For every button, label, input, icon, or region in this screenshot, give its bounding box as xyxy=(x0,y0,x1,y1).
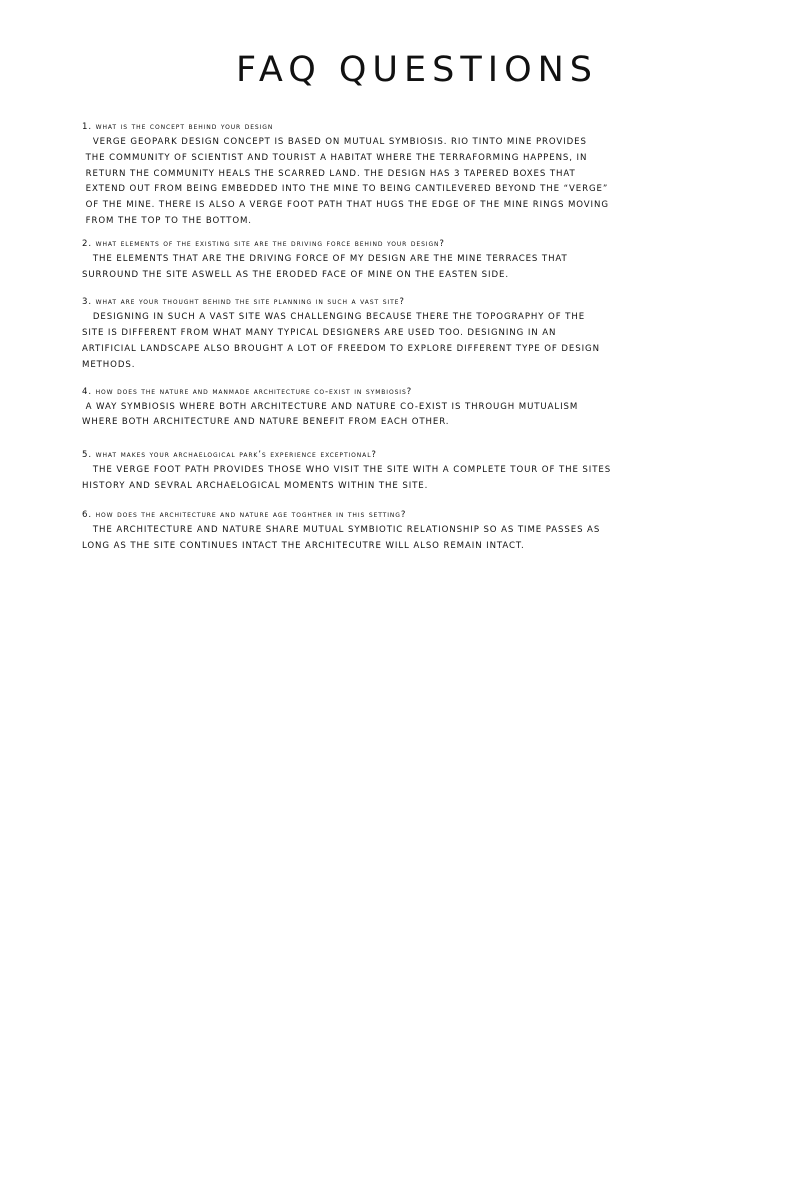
faq-question-6: 6. how does the architecture and nature age toghther in this setting? xyxy=(82,509,407,520)
faq-answer-5-line-1: THE VERGE FOOT PATH PROVIDES THOSE WHO VISIT THE SITE WITH A COMPLETE TOUR OF THE SITES xyxy=(82,465,612,476)
faq-answer-2-line-2: SURROUND THE SITE ASWELL AS THE ERODED FACE OF MINE ON THE EASTEN SIDE. xyxy=(82,269,509,280)
faq-answer-1-line-2: THE COMMUNITY OF SCIENTIST AND TOURIST A HABITAT WHERE THE TERRAFORMING HAPPENS, IN xyxy=(82,152,588,163)
faq-answer-2-line-1: THE ELEMENTS THAT ARE THE DRIVING FORCE OF MY DESIGN ARE THE MINE TERRACES THAT xyxy=(82,253,568,264)
faq-item-5 xyxy=(82,447,722,495)
faq-answer-1-line-1: VERGE GEOPARK DESIGN CONCEPT IS BASED ON MUTUAL SYMBIOSIS. RIO TINTO MINE PROVIDES xyxy=(82,137,587,147)
faq-answer-4-line-1: A WAY SYMBIOSIS WHERE BOTH ARCHITECTURE AND NATURE CO-EXIST IS THROUGH MUTUALISM xyxy=(82,401,579,412)
faq-answer-3-line-2: SITE IS DIFFERENT FROM WHAT MANY TYPICAL DESIGNERS ARE USED TOO. DESIGNING IN AN xyxy=(82,328,557,339)
faq-answer-3-line-3: ARTIFICIAL LANDSCAPE ALSO BROUGHT A LOT OF FREEDOM TO EXPLORE DIFFERENT TYPE OF DESIGN xyxy=(82,343,600,354)
faq-question-4: 4. how does the nature and manmade architecture co-exist in symbiosis? xyxy=(82,386,413,397)
faq-item-4 xyxy=(82,384,722,432)
faq-answer-1-line-6: FROM THE TOP TO THE BOTTOM. xyxy=(82,215,252,226)
faq-answer-1-line-5: OF THE MINE. THERE IS ALSO A VERGE FOOT PATH THAT HUGS THE EDGE OF THE MINE RINGS MOVING xyxy=(82,200,609,211)
faq-list xyxy=(82,119,722,554)
faq-question-2: 2. what elements of the existing site are the driving force behind your design? xyxy=(82,238,445,249)
faq-item-6 xyxy=(82,507,722,555)
page-title: FAQ QUESTIONS xyxy=(235,50,599,90)
faq-answer-4-line-2: WHERE BOTH ARCHITECTURE AND NATURE BENEFIT FROM EACH OTHER. xyxy=(82,417,450,428)
faq-answer-5-line-2: HISTORY AND SEVRAL ARCHAELOGICAL MOMENTS WITHIN THE SITE. xyxy=(82,480,429,491)
faq-item-1 xyxy=(82,119,722,230)
faq-question-5: 5. what makes your archaelogical park’s experience exceptional? xyxy=(82,450,377,461)
faq-answer-6-line-2: LONG AS THE SITE CONTINUES INTACT THE ARCHITECUTRE WILL ALSO REMAIN INTACT. xyxy=(82,540,525,551)
faq-answer-3-line-4: METHODS. xyxy=(82,359,136,370)
faq-item-3 xyxy=(82,294,722,373)
faq-answer-6-line-1: THE ARCHITECTURE AND NATURE SHARE MUTUAL SYMBIOTIC RELATIONSHIP SO AS TIME PASSES AS xyxy=(82,524,601,535)
faq-question-1: 1. what is the concept behind your design xyxy=(82,122,274,132)
faq-answer-3-line-1: DESIGNING IN SUCH A VAST SITE WAS CHALLENGING BECAUSE THERE THE TOPOGRAPHY OF THE xyxy=(82,312,586,323)
faq-answer-1-line-4: EXTEND OUT FROM BEING EMBEDDED INTO THE MINE TO BEING CANTILEVERED BEYOND THE “VERGE” xyxy=(82,184,609,195)
faq-question-3: 3. what are your thought behind the site planning in such a vast site? xyxy=(82,297,405,308)
faq-answer-1-line-3: RETURN THE COMMUNITY HEALS THE SCARRED LAND. THE DESIGN HAS 3 TAPERED BOXES THAT xyxy=(82,168,576,179)
faq-item-2 xyxy=(82,236,722,284)
